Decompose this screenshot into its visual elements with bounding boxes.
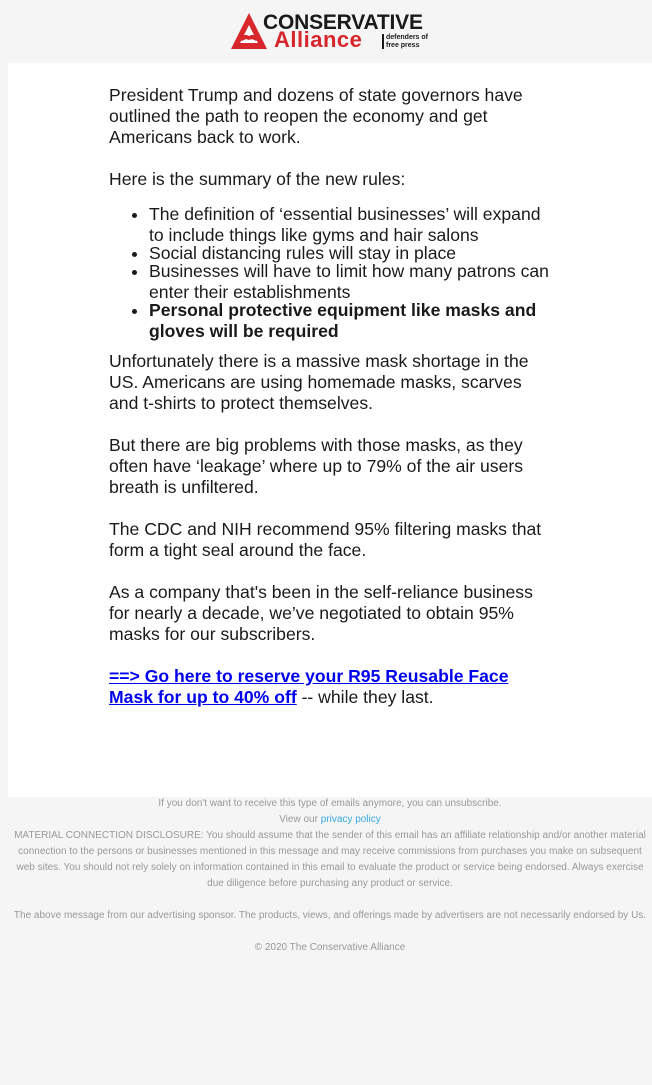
paragraph-cdc: The CDC and NIH recommend 95% filtering masks that form a tight seal around the face. xyxy=(109,519,542,560)
rule-item: • Social distancing rules will stay in place xyxy=(149,243,554,264)
email-header xyxy=(0,0,652,62)
rule-item: • The definition of ‘essential businesses’ will expand to include things like gyms and hair salons xyxy=(149,204,554,246)
cta-tail-text: -- while they last. xyxy=(296,687,434,707)
paragraph-company: As a company that's been in the self-reliance business for nearly a decade, we’ve negotiated to obtain 95% masks for our subscribers. xyxy=(109,582,533,644)
unsubscribe-text: If you don't want to receive this type of emails anymore, you can unsubscribe. xyxy=(158,798,502,809)
privacy-policy-link[interactable]: privacy policy xyxy=(320,814,381,825)
paragraph-shortage: Unfortunately there is a massive mask shortage in the US. Americans are using homemade masks, scarves and t-shirts to protect themselves. xyxy=(109,351,529,413)
email-body xyxy=(8,63,652,797)
conservative-alliance-logo[interactable] xyxy=(230,12,430,50)
material-disclosure: MATERIAL CONNECTION DISCLOSURE: You should assume that the sender of this email has an affiliate relationship and/or another material connection to the persons or businesses mentioned in this message and may receive commissions from purchases you make on subsequent web sites. You should not rely solely on information contained in this email to evaluate the product or service being endorsed. Always exercise due diligence before purchasing any product or service. xyxy=(14,830,646,889)
paragraph-intro: President Trump and dozens of state governors have outlined the path to reopen the economy and get Americans back to work. xyxy=(109,85,523,147)
paragraph-leakage: But there are big problems with those masks, as they often have ‘leakage’ where up to 79% of the air users breath is unfiltered. xyxy=(109,435,524,497)
rule-item: • Businesses will have to limit how many patrons can enter their establishments xyxy=(149,261,554,303)
logo-divider xyxy=(382,34,384,49)
email-body-text xyxy=(109,85,554,729)
copyright-text: © 2020 The Conservative Alliance xyxy=(254,942,406,953)
privacy-prefix: View our xyxy=(279,814,321,825)
email-footer xyxy=(8,797,652,956)
rule-item-bold: • Personal protective equipment like masks and gloves will be required xyxy=(149,300,554,342)
logo-wordmark-bottom: Alliance xyxy=(274,27,363,52)
rules-list xyxy=(109,204,554,342)
privacy-line xyxy=(8,812,652,828)
logo-tagline: defenders of free press xyxy=(386,34,429,49)
logo-wordmark-top: CONSERVATIVE xyxy=(263,11,423,34)
sponsor-disclaimer: The above message from our advertising sponsor. The products, views, and offerings made by advertisers are not necessarily endorsed by Us. xyxy=(13,910,647,921)
paragraph-rules-heading: Here is the summary of the new rules: xyxy=(109,169,406,189)
reserve-mask-link[interactable]: ==> Go here to reserve your R95 Reusable Face Mask for up to 40% off xyxy=(109,666,509,707)
paragraph-cta xyxy=(109,666,554,708)
